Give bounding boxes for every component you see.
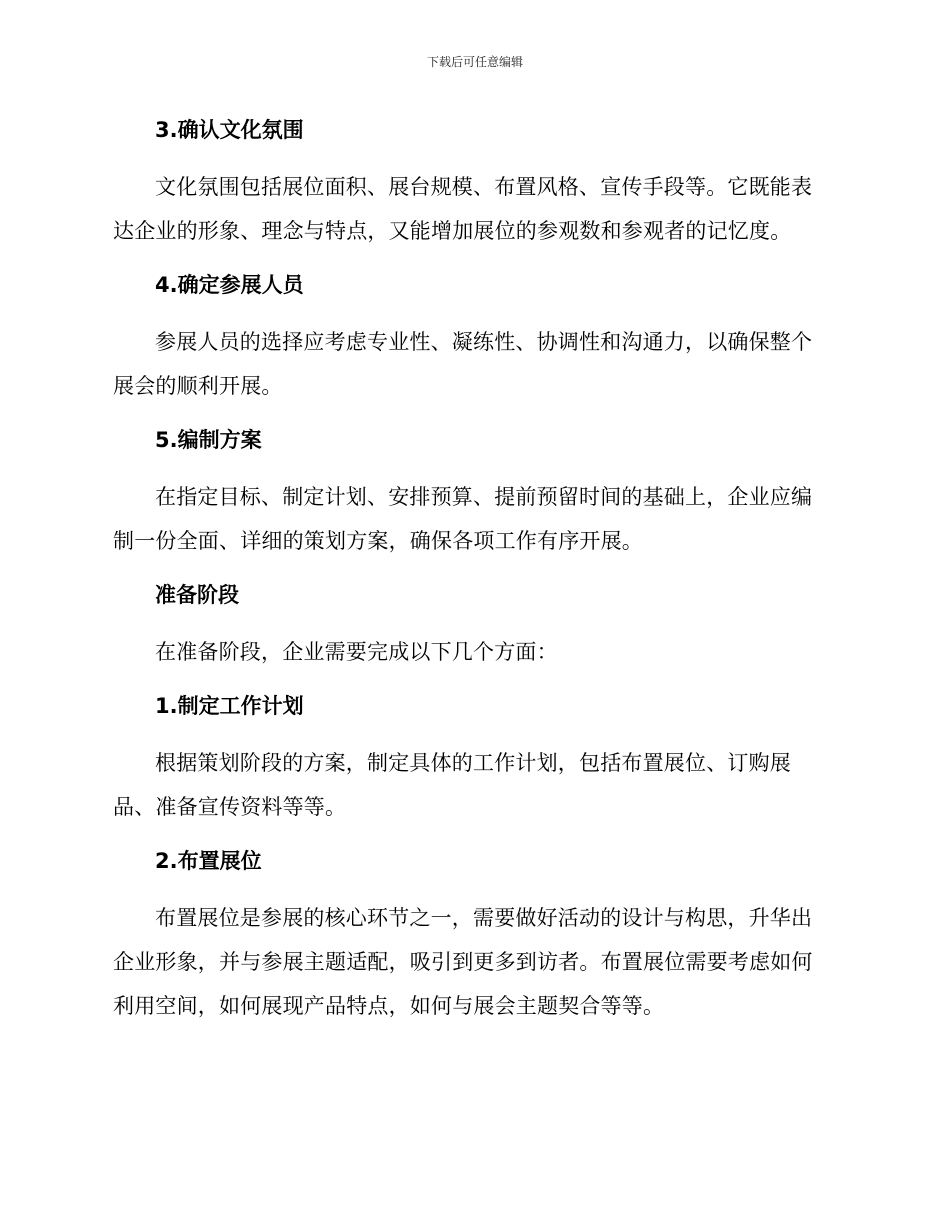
document-body	[113, 112, 833, 1028]
section-paragraph: 文化氛围包括展位面积、展台规模、布置风格、宣传手段等。它既能表达企业的形象、理念与特点，又能增加展位的参观数和参观者的记忆度。	[113, 175, 813, 243]
section-heading: 1.制定工作计划	[155, 694, 304, 718]
section-heading: 5.编制方案	[155, 428, 262, 452]
section-paragraph: 根据策划阶段的方案，制定具体的工作计划，包括布置展位、订购展品、准备宣传资料等等。	[113, 751, 791, 819]
section-paragraph: 在指定目标、制定计划、安排预算、提前预留时间的基础上，企业应编制一份全面、详细的策划方案，确保各项工作有序开展。	[113, 485, 813, 553]
section-heading: 准备阶段	[155, 583, 239, 607]
section-heading: 2.布置展位	[155, 849, 262, 873]
section-paragraph: 在准备阶段，企业需要完成以下几个方面：	[155, 640, 558, 664]
section-paragraph: 布置展位是参展的核心环节之一，需要做好活动的设计与构思，升华出企业形象，并与参展主题适配，吸引到更多到访者。布置展位需要考虑如何利用空间，如何展现产品特点，如何与展会主题契合等等。	[113, 906, 813, 1018]
section-heading: 3.确认文化氛围	[155, 118, 304, 142]
page-header-note: 下载后可任意编辑	[426, 55, 523, 69]
section-heading: 4.确定参展人员	[155, 273, 304, 297]
section-paragraph: 参展人员的选择应考虑专业性、凝练性、协调性和沟通力，以确保整个展会的顺利开展。	[113, 330, 813, 398]
